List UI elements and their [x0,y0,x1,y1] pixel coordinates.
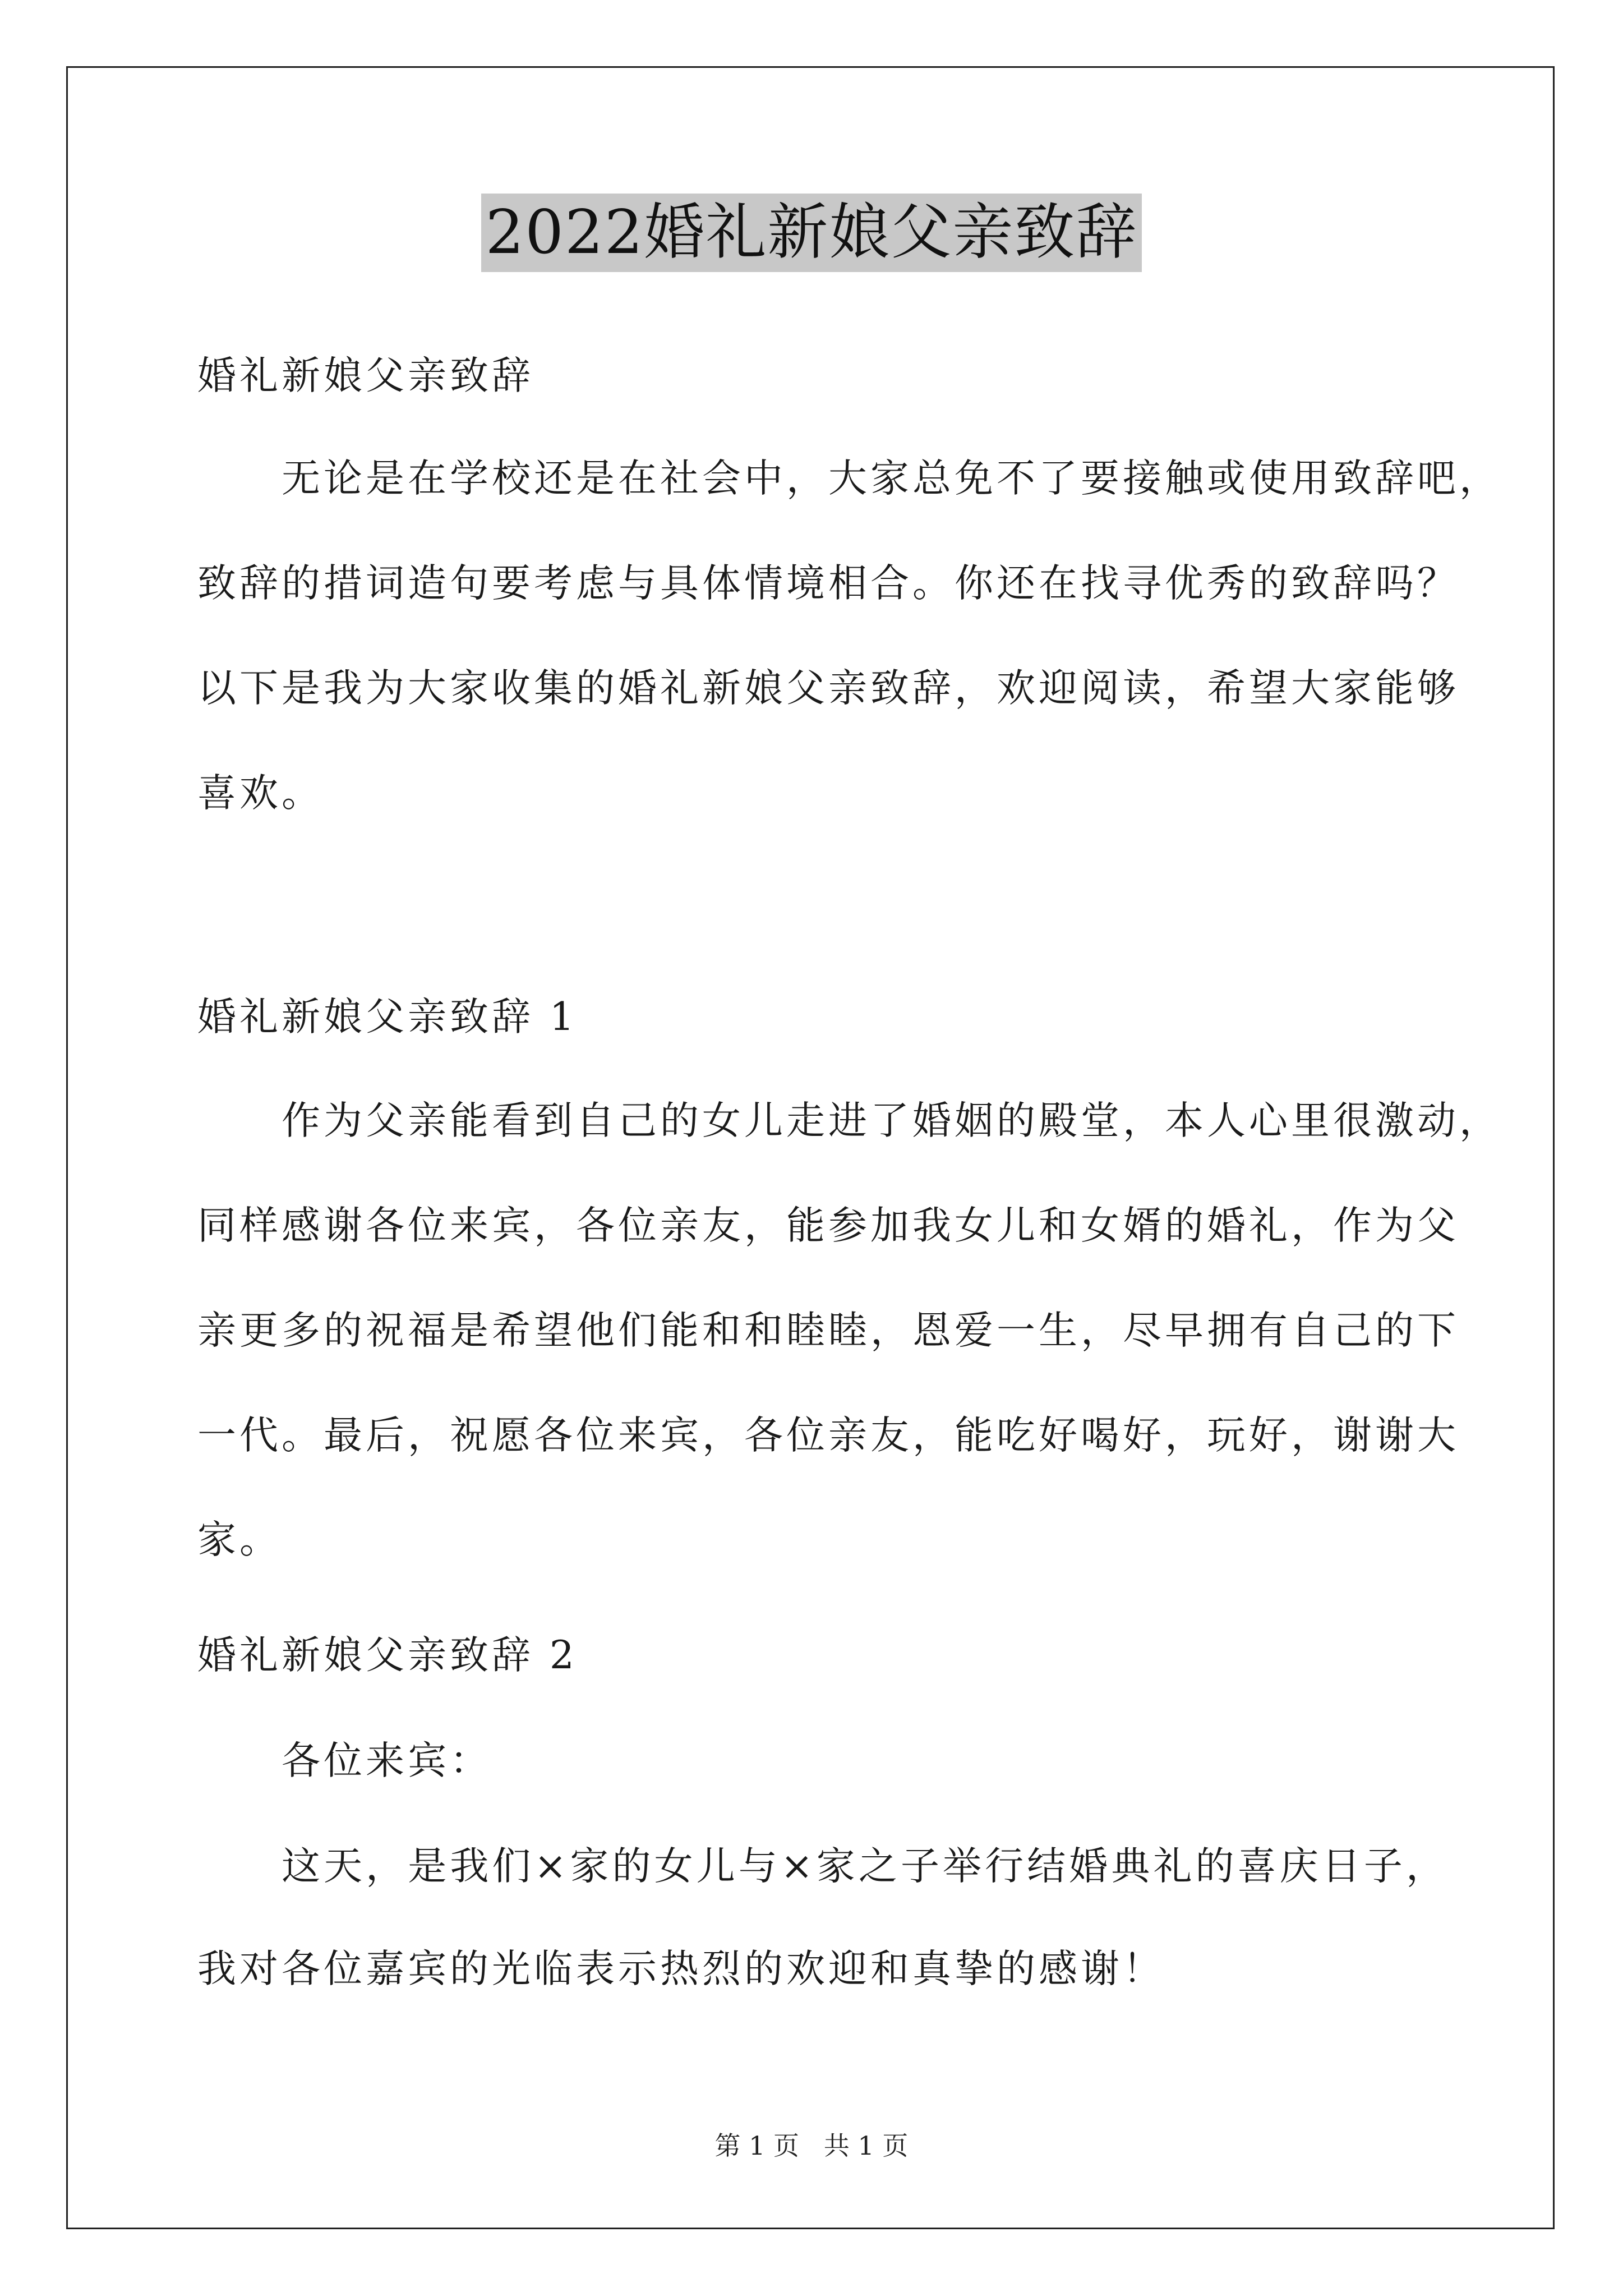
paragraph-line: 家。 [197,1517,282,1562]
title-container [0,194,1623,272]
paragraph-line: 致辞的措词造句要考虑与具体情境相合。你还在找寻优秀的致辞吗？ [197,561,1459,606]
document-title: 2022婚礼新娘父亲致辞 [481,194,1142,272]
paragraph-line: 各位来宾： [282,1738,492,1783]
paragraph-line: 一代。最后，祝愿各位来宾，各位亲友，能吃好喝好，玩好，谢谢大 [197,1413,1459,1458]
intro-heading: 婚礼新娘父亲致辞 [197,353,534,398]
paragraph-line: 这天，是我们×家的女儿与×家之子举行结婚典礼的喜庆日子， [282,1844,1448,1889]
section-heading-1: 婚礼新娘父亲致辞 1 [197,995,578,1039]
paragraph-line: 我对各位嘉宾的光临表示热烈的欢迎和真挚的感谢！ [197,1947,1165,1991]
paragraph-line: 以下是我为大家收集的婚礼新娘父亲致辞，欢迎阅读，希望大家能够 [197,666,1459,711]
paragraph-line: 喜欢。 [197,771,324,816]
section-heading-2: 婚礼新娘父亲致辞 2 [197,1633,578,1678]
paragraph-line: 同样感谢各位来宾，各位亲友，能参加我女儿和女婿的婚礼，作为父 [197,1203,1459,1248]
paragraph-line: 无论是在学校还是在社会中，大家总免不了要接触或使用致辞吧， [282,456,1501,501]
paragraph-line: 作为父亲能看到自己的女儿走进了婚姻的殿堂，本人心里很激动， [282,1098,1501,1143]
page-number: 第 1 页 共 1 页 [714,2131,909,2161]
page-footer [0,2129,1623,2162]
paragraph-line: 亲更多的祝福是希望他们能和和睦睦，恩爱一生，尽早拥有自己的下 [197,1308,1459,1353]
